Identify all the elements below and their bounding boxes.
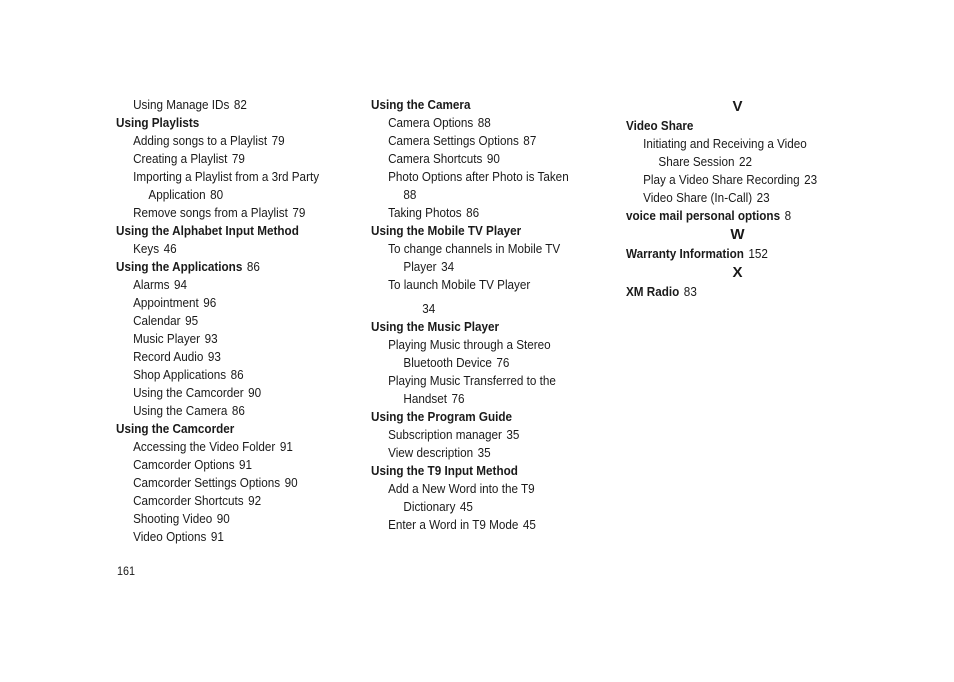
page-ref: 34 (422, 301, 436, 316)
index-entry (371, 204, 583, 222)
index-entry (371, 390, 583, 408)
index-heading (626, 283, 838, 301)
index-entry (371, 150, 583, 168)
index-heading (116, 258, 328, 276)
entry-text: Add a New Word into the T9 (388, 481, 535, 496)
index-entry (626, 135, 838, 153)
index-entry (371, 516, 583, 534)
page-ref: 91 (210, 529, 224, 544)
index-entry (116, 456, 328, 474)
index-entry (371, 336, 583, 354)
page-ref: 91 (239, 457, 253, 472)
index-heading (116, 114, 328, 132)
page-ref: 152 (748, 246, 768, 261)
entry-text: Using Manage IDs (133, 97, 230, 112)
index-entry (626, 189, 838, 207)
index-entry (371, 276, 583, 294)
page-ref: 34 (441, 259, 455, 274)
index-entry (116, 204, 328, 222)
entry-text: Using the Music Player (371, 319, 500, 334)
index-heading (116, 222, 328, 240)
index-entry (116, 312, 328, 330)
index-entry (116, 492, 328, 510)
index-heading (371, 462, 583, 480)
index-entry (626, 153, 838, 171)
index-entry (371, 258, 583, 276)
index-entry (371, 300, 583, 318)
page-ref: 90 (486, 151, 500, 166)
page-ref: 86 (230, 367, 244, 382)
index-entry (116, 348, 328, 366)
entry-text: Record Audio (133, 349, 204, 364)
page-ref: 80 (210, 187, 224, 202)
index-entry (116, 276, 328, 294)
section-letter: X (732, 264, 743, 281)
entry-text: Play a Video Share Recording (643, 172, 800, 187)
page-ref: 86 (246, 259, 260, 274)
entry-text: Camcorder Options (133, 457, 235, 472)
page-ref: 8 (784, 208, 792, 223)
entry-text: Using the Camcorder (133, 385, 244, 400)
entry-text: Shooting Video (133, 511, 213, 526)
entry-text: Subscription manager (388, 427, 502, 442)
page-ref: 23 (804, 172, 818, 187)
entry-text: Player (403, 259, 437, 274)
page-ref: 93 (204, 331, 218, 346)
index-entry (371, 480, 583, 498)
entry-text: Taking Photos (388, 205, 462, 220)
entry-text: Using Playlists (116, 115, 200, 130)
page-ref: 87 (523, 133, 537, 148)
index-column-1 (116, 96, 351, 546)
entry-text: Using the Program Guide (371, 409, 513, 424)
entry-text: Using the Camera (371, 97, 471, 112)
entry-text: Handset (403, 391, 447, 406)
index-entry (116, 168, 328, 186)
index-entry (116, 438, 328, 456)
page-ref: 93 (207, 349, 221, 364)
index-entry (371, 354, 583, 372)
entry-text: Video Share (626, 118, 694, 133)
index-entry (116, 240, 328, 258)
entry-text: XM Radio (626, 284, 680, 299)
page-ref: 82 (233, 97, 247, 112)
index-entry (116, 384, 328, 402)
entry-text: Playing Music through a Stereo (388, 337, 551, 352)
entry-text: Creating a Playlist (133, 151, 228, 166)
entry-text: Using the T9 Input Method (371, 463, 518, 478)
index-entry (371, 132, 583, 150)
index-entry (116, 294, 328, 312)
page-ref: 79 (271, 133, 285, 148)
index-entry (371, 444, 583, 462)
entry-text: Using the Camera (133, 403, 228, 418)
entry-text: Alarms (133, 277, 170, 292)
entry-text: Warranty Information (626, 246, 744, 261)
entry-text: Calendar (133, 313, 181, 328)
entry-text: Keys (133, 241, 160, 256)
page-ref: 94 (174, 277, 188, 292)
index-heading (371, 318, 583, 336)
index-entry (116, 330, 328, 348)
index-entry (371, 168, 583, 186)
entry-text: To launch Mobile TV Player (388, 277, 531, 292)
entry-text: Importing a Playlist from a 3rd Party (133, 169, 320, 184)
page-number: 161 (117, 564, 136, 578)
entry-text: Bluetooth Device (403, 355, 492, 370)
index-entry (371, 498, 583, 516)
entry-text: Playing Music Transferred to the (388, 373, 556, 388)
page-ref: 76 (451, 391, 465, 406)
index-heading (371, 96, 583, 114)
entry-text: Using the Camcorder (116, 421, 235, 436)
entry-text: 88 (403, 187, 417, 202)
index-entry (116, 528, 328, 546)
index-entry (116, 132, 328, 150)
section-letter: V (732, 98, 743, 115)
entry-text: Dictionary (403, 499, 456, 514)
entry-text: View description (388, 445, 474, 460)
entry-text: Using the Applications (116, 259, 243, 274)
index-heading (626, 207, 838, 225)
entry-text: Share Session (658, 154, 735, 169)
entry-text: Appointment (133, 295, 199, 310)
index-entry (116, 150, 328, 168)
entry-text: Camera Options (388, 115, 474, 130)
index-entry (116, 510, 328, 528)
page-ref: 95 (185, 313, 199, 328)
page-ref: 46 (163, 241, 177, 256)
entry-text: Application (148, 187, 206, 202)
entry-text: Initiating and Receiving a Video (643, 136, 807, 151)
index-heading (371, 222, 583, 240)
page-ref: 79 (292, 205, 306, 220)
entry-text: Remove songs from a Playlist (133, 205, 288, 220)
page-ref: 86 (231, 403, 245, 418)
page-ref: 22 (739, 154, 753, 169)
index-entry (371, 372, 583, 390)
entry-text: Adding songs to a Playlist (133, 133, 268, 148)
section-letter: W (730, 226, 745, 243)
entry-text: Enter a Word in T9 Mode (388, 517, 519, 532)
index-entry (371, 426, 583, 444)
entry-text: To change channels in Mobile TV (388, 241, 561, 256)
entry-text: voice mail personal options (626, 208, 781, 223)
page-ref: 76 (496, 355, 510, 370)
index-heading (626, 245, 838, 263)
page-ref: 35 (477, 445, 491, 460)
index-entry (371, 186, 583, 204)
index-entry (116, 402, 328, 420)
index-entry (116, 186, 328, 204)
page-ref: 86 (466, 205, 480, 220)
entry-text: Camcorder Shortcuts (133, 493, 244, 508)
index-entry (371, 240, 583, 258)
index-heading (371, 408, 583, 426)
page-ref: 92 (248, 493, 262, 508)
page-ref: 91 (279, 439, 293, 454)
index-entry (116, 366, 328, 384)
page-ref: 90 (284, 475, 298, 490)
index-entry (116, 474, 328, 492)
entry-text: Music Player (133, 331, 201, 346)
entry-text: Using the Mobile TV Player (371, 223, 522, 238)
entry-text: Video Share (In-Call) (643, 190, 753, 205)
entry-text: Photo Options after Photo is Taken (388, 169, 569, 184)
entry-text: Camera Settings Options (388, 133, 519, 148)
index-entry (116, 96, 328, 114)
page-ref: 90 (248, 385, 262, 400)
index-entry (626, 171, 838, 189)
page-ref: 45 (459, 499, 473, 514)
page-ref: 83 (683, 284, 697, 299)
index-heading (116, 420, 328, 438)
page-ref: 45 (522, 517, 536, 532)
page-ref: 79 (231, 151, 245, 166)
entry-text: Shop Applications (133, 367, 227, 382)
page-ref: 35 (506, 427, 520, 442)
page-ref: 88 (477, 115, 491, 130)
index-entry (371, 114, 583, 132)
index-column-2 (371, 96, 606, 534)
index-heading (626, 117, 838, 135)
index-column-3 (626, 96, 861, 301)
entry-text: Using the Alphabet Input Method (116, 223, 299, 238)
page-ref: 23 (756, 190, 770, 205)
entry-text: Video Options (133, 529, 207, 544)
entry-text: Camcorder Settings Options (133, 475, 281, 490)
page-ref: 96 (203, 295, 217, 310)
entry-text: Camera Shortcuts (388, 151, 483, 166)
entry-text: Accessing the Video Folder (133, 439, 276, 454)
page-ref: 90 (216, 511, 230, 526)
